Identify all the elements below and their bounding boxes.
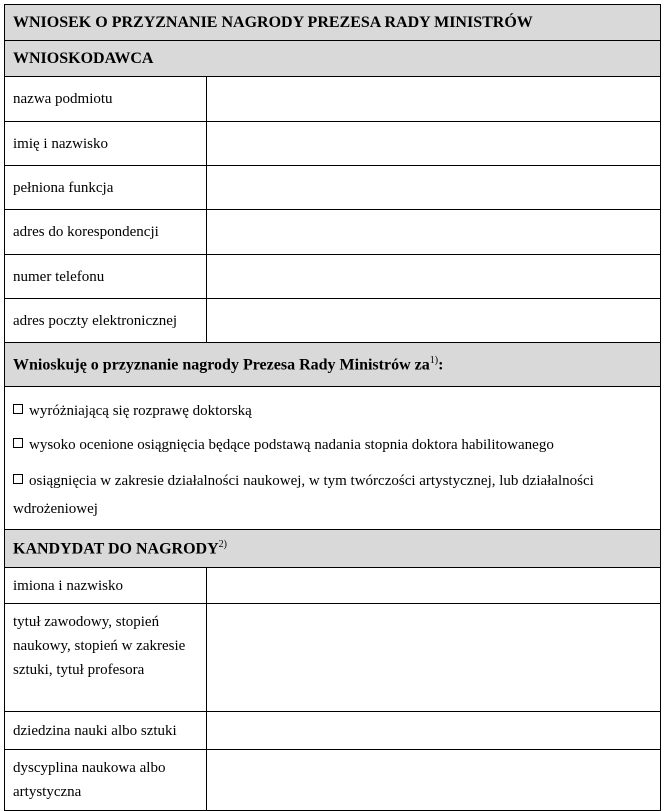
applicant-row-full-name: [5, 122, 660, 166]
email-field[interactable]: [207, 299, 660, 342]
candidate-footnote-marker: 2): [218, 538, 227, 550]
function-label: pełniona funkcja: [5, 166, 207, 209]
candidate-names-field[interactable]: [207, 568, 660, 603]
applicant-row-entity-name: [5, 77, 660, 122]
address-field[interactable]: [207, 210, 660, 254]
candidate-domain-field[interactable]: [207, 712, 660, 749]
option-habilitation[interactable]: [13, 433, 652, 457]
checkbox-icon[interactable]: [13, 404, 23, 414]
award-application-form: [4, 4, 661, 811]
candidate-row-domain: [5, 712, 660, 750]
option-doctoral-thesis[interactable]: [13, 399, 652, 423]
candidate-domain-label: dziedzina nauki albo sztuki: [5, 712, 207, 749]
applicant-header-text: WNIOSKODAWCA: [13, 49, 154, 67]
candidate-row-names: [5, 568, 660, 604]
phone-field[interactable]: [207, 255, 660, 298]
applicant-section-header: [5, 41, 660, 77]
candidate-names-label: imiona i nazwisko: [5, 568, 207, 603]
request-footnote-marker: 1): [429, 354, 439, 366]
candidate-degree-label: tytuł zawodowy, stopień naukowy, stopień w zakresie sztuki, tytuł profesora: [5, 604, 207, 711]
option-scientific-achievements-label: osiągnięcia w zakresie działalności naukowej, w tym twórczości artystycznej, lub działalności wdrożeniowej: [13, 473, 594, 517]
phone-label: numer telefonu: [5, 255, 207, 298]
applicant-row-address: [5, 210, 660, 255]
applicant-row-phone: [5, 255, 660, 299]
candidate-discipline-label: dyscyplina naukowa albo artystyczna: [5, 750, 207, 810]
function-field[interactable]: [207, 166, 660, 209]
candidate-section-header: [5, 530, 660, 568]
option-doctoral-thesis-label: wyróżniającą się rozprawę doktorską: [29, 403, 252, 419]
full-name-label: imię i nazwisko: [5, 122, 207, 165]
candidate-degree-field[interactable]: [207, 604, 660, 711]
candidate-header-label: KANDYDAT DO NAGRODY: [13, 540, 219, 558]
option-scientific-achievements[interactable]: [13, 467, 652, 523]
full-name-field[interactable]: [207, 122, 660, 165]
candidate-header-text: [13, 539, 227, 558]
checkbox-icon[interactable]: [13, 474, 23, 484]
form-title-text: WNIOSEK O PRZYZNANIE NAGRODY PREZESA RADY MINISTRÓW: [13, 13, 533, 31]
request-header-colon: :: [438, 356, 444, 374]
award-options-list: [5, 387, 660, 530]
address-label: adres do korespondencji: [5, 210, 207, 254]
request-header-label: Wnioskuję o przyznanie nagrody Prezesa Rady Ministrów za: [13, 356, 430, 374]
entity-name-field[interactable]: [207, 77, 660, 121]
candidate-row-degree: [5, 604, 660, 712]
applicant-row-function: [5, 166, 660, 210]
request-header-text: [13, 355, 443, 374]
option-habilitation-label: wysoko ocenione osiągnięcia będące podstawą nadania stopnia doktora habilitowanego: [29, 437, 554, 453]
candidate-row-discipline: [5, 750, 660, 810]
request-section-header: [5, 343, 660, 387]
entity-name-label: nazwa podmiotu: [5, 77, 207, 121]
checkbox-icon[interactable]: [13, 438, 23, 448]
candidate-discipline-field[interactable]: [207, 750, 660, 810]
applicant-row-email: [5, 299, 660, 343]
form-title: [5, 5, 660, 41]
email-label: adres poczty elektronicznej: [5, 299, 207, 342]
